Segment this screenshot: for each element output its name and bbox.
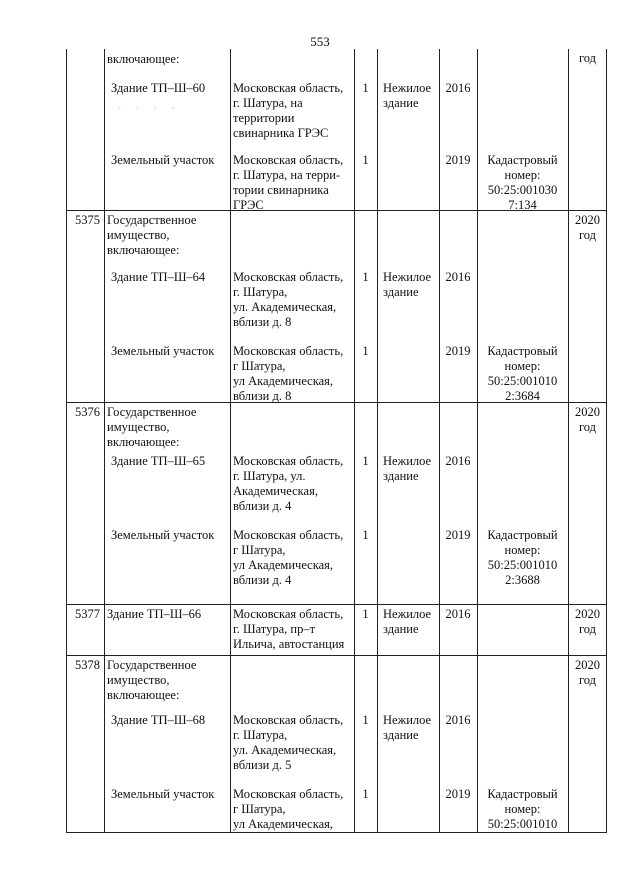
item-address-line: ГРЭС bbox=[233, 198, 264, 212]
transfer-year-line: 2020 bbox=[575, 405, 600, 419]
item-note-line: 2:3684 bbox=[505, 389, 540, 403]
scan-smudge: · · · · bbox=[118, 104, 181, 115]
item-year: 2016 bbox=[445, 607, 471, 621]
item-address-line: г Шатура, bbox=[233, 802, 286, 816]
item-type-line: здание bbox=[383, 728, 419, 742]
row-number: 5375 bbox=[75, 213, 100, 227]
item-address-line: Московская область, bbox=[233, 81, 344, 95]
item-quantity: 1 bbox=[362, 607, 369, 621]
row-number: 5377 bbox=[75, 607, 100, 621]
item-quantity: 1 bbox=[362, 344, 369, 358]
item-address-line: Московская область, bbox=[233, 454, 344, 468]
item-type-line: Нежилое bbox=[383, 270, 432, 284]
item-address-line: вблизи д. 4 bbox=[233, 573, 292, 587]
item-quantity: 1 bbox=[362, 528, 369, 542]
transfer-year-line: 2020 bbox=[575, 607, 600, 621]
item-address-line: территории bbox=[233, 111, 295, 125]
item-address-line: ул. Академическая, bbox=[233, 743, 337, 757]
row-header-line: Государственное bbox=[107, 658, 197, 672]
item-type-line: здание bbox=[383, 622, 419, 636]
item-name: Земельный участок bbox=[111, 787, 215, 801]
item-note-line: Кадастровый bbox=[487, 153, 558, 167]
transfer-year-line: 2020 bbox=[575, 213, 600, 227]
item-address-line: свинарника ГРЭС bbox=[233, 126, 329, 140]
item-address-line: ул. Академическая, bbox=[233, 300, 337, 314]
item-name: Земельный участок bbox=[111, 528, 215, 542]
item-address-line: Московская область, bbox=[233, 270, 344, 284]
item-quantity: 1 bbox=[362, 270, 369, 284]
item-note-line: Кадастровый bbox=[487, 344, 558, 358]
item-address-line: ул Академическая, bbox=[233, 374, 334, 388]
item-note-line: номер: bbox=[504, 802, 541, 816]
page-number: 553 bbox=[310, 34, 330, 49]
item-year: 2019 bbox=[445, 787, 471, 801]
item-address-line: ул Академическая, bbox=[233, 558, 334, 572]
item-address-line: Московская область, bbox=[233, 528, 344, 542]
property-registry-table bbox=[66, 49, 607, 833]
item-name: Здание ТП–Ш–64 bbox=[111, 270, 206, 284]
item-address-line: Академическая, bbox=[233, 484, 318, 498]
transfer-year-line: год bbox=[578, 228, 597, 242]
column-rule bbox=[377, 49, 378, 833]
item-note-line: 50:25:001010 bbox=[487, 817, 558, 831]
item-address-line: вблизи д. 8 bbox=[233, 315, 292, 329]
transfer-year: год bbox=[578, 51, 597, 65]
item-address-line: г. Шатура, ул. bbox=[233, 469, 306, 483]
item-name: Здание ТП–Ш–68 bbox=[111, 713, 206, 727]
item-note-line: 50:25:001010 bbox=[487, 558, 558, 572]
item-note-line: 7:134 bbox=[508, 198, 537, 212]
row-header-line: включающее: bbox=[107, 243, 180, 257]
row-header-line: имущество, bbox=[107, 673, 170, 687]
item-note-line: номер: bbox=[504, 168, 541, 182]
item-year: 2019 bbox=[445, 153, 471, 167]
item-name: Земельный участок bbox=[111, 153, 215, 167]
transfer-year-line: год bbox=[578, 673, 597, 687]
item-address-line: Ильича, автостанция bbox=[233, 637, 345, 651]
item-note-line: 2:3688 bbox=[505, 573, 540, 587]
item-note-line: Кадастровый bbox=[487, 528, 558, 542]
item-address-line: вблизи д. 5 bbox=[233, 758, 292, 772]
item-address-line: Московская область, bbox=[233, 607, 344, 621]
item-year: 2019 bbox=[445, 344, 471, 358]
item-note-line: Кадастровый bbox=[487, 787, 558, 801]
item-year: 2016 bbox=[445, 270, 471, 284]
item-address-line: г. Шатура, пр–т bbox=[233, 622, 316, 636]
column-rule bbox=[606, 49, 607, 833]
column-rule bbox=[568, 49, 569, 833]
item-address-line: г. Шатура, на bbox=[233, 96, 303, 110]
item-type-line: здание bbox=[383, 285, 419, 299]
item-address-line: ул Академическая, bbox=[233, 817, 334, 831]
item-name: Здание ТП–Ш–65 bbox=[111, 454, 206, 468]
item-address-line: тории свинарника bbox=[233, 183, 329, 197]
row-header-line: имущество, bbox=[107, 228, 170, 242]
column-rule bbox=[230, 49, 231, 833]
item-year: 2016 bbox=[445, 81, 471, 95]
item-note-line: 50:25:001030 bbox=[487, 183, 558, 197]
item-note-line: номер: bbox=[504, 543, 541, 557]
item-address-line: Московская область, bbox=[233, 344, 344, 358]
item-address-line: Московская область, bbox=[233, 153, 344, 167]
item-note-line: 50:25:001010 bbox=[487, 374, 558, 388]
transfer-year-line: 2020 bbox=[575, 658, 600, 672]
item-quantity: 1 bbox=[362, 153, 369, 167]
item-name: Земельный участок bbox=[111, 344, 215, 358]
item-type-line: здание bbox=[383, 469, 419, 483]
item-year: 2016 bbox=[445, 713, 471, 727]
item-type-line: Нежилое bbox=[383, 607, 432, 621]
item-year: 2016 bbox=[445, 454, 471, 468]
item-address-line: г Шатура, bbox=[233, 543, 286, 557]
item-quantity: 1 bbox=[362, 81, 369, 95]
item-address-line: вблизи д. 8 bbox=[233, 389, 292, 403]
item-type-line: здание bbox=[383, 96, 419, 110]
row-number: 5376 bbox=[75, 405, 100, 419]
item-name: Здание ТП–Ш–60 bbox=[111, 81, 206, 95]
item-type-line: Нежилое bbox=[383, 454, 432, 468]
row-header-line: имущество, bbox=[107, 420, 170, 434]
row-header-line: включающее: bbox=[107, 435, 180, 449]
item-name: Здание ТП–Ш–66 bbox=[107, 607, 202, 621]
item-address-line: Московская область, bbox=[233, 787, 344, 801]
item-address-line: г. Шатура, на терри- bbox=[233, 168, 341, 182]
row-number: 5378 bbox=[75, 658, 100, 672]
item-year: 2019 bbox=[445, 528, 471, 542]
item-note-line: номер: bbox=[504, 359, 541, 373]
item-quantity: 1 bbox=[362, 713, 369, 727]
table-bottom-rule bbox=[66, 832, 607, 833]
row-header-line: Государственное bbox=[107, 213, 197, 227]
column-rule bbox=[104, 49, 105, 833]
item-address-line: вблизи д. 4 bbox=[233, 499, 292, 513]
item-address-line: г Шатура, bbox=[233, 359, 286, 373]
item-quantity: 1 bbox=[362, 787, 369, 801]
item-address-line: г. Шатура, bbox=[233, 728, 288, 742]
item-address-line: г. Шатура, bbox=[233, 285, 288, 299]
row-header-line: включающее: bbox=[107, 688, 180, 702]
item-address-line: Московская область, bbox=[233, 713, 344, 727]
item-type-line: Нежилое bbox=[383, 713, 432, 727]
transfer-year-line: год bbox=[578, 622, 597, 636]
row-header: включающее: bbox=[107, 52, 180, 66]
row-rule bbox=[66, 604, 607, 605]
row-rule bbox=[66, 655, 607, 656]
transfer-year-line: год bbox=[578, 420, 597, 434]
row-header-line: Государственное bbox=[107, 405, 197, 419]
item-quantity: 1 bbox=[362, 454, 369, 468]
column-rule bbox=[66, 49, 67, 833]
item-type-line: Нежилое bbox=[383, 81, 432, 95]
